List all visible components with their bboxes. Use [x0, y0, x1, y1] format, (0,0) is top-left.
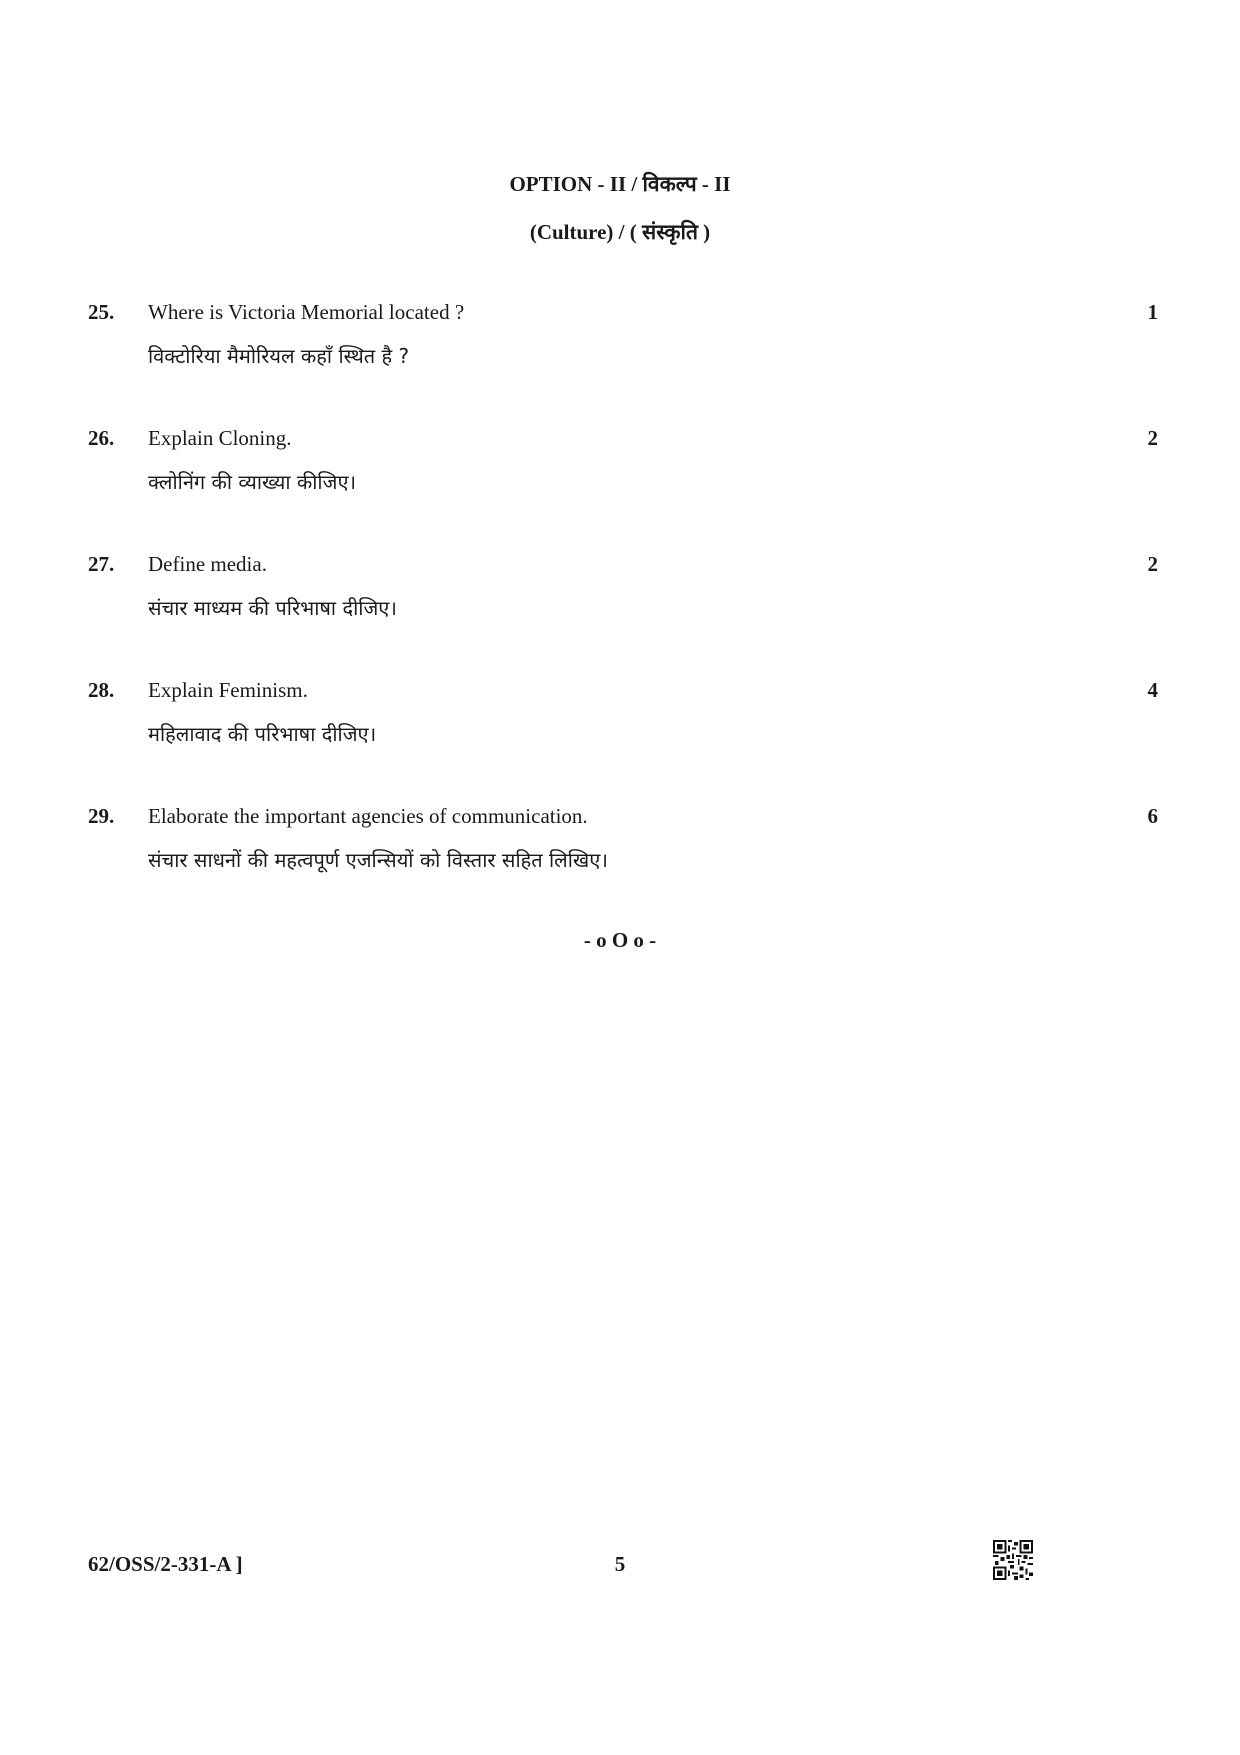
paper-code: 62/OSS/2-331-A ] [88, 1552, 243, 1576]
question-text-hindi: संचार साधनों की महत्वपूर्ण एजन्सियों को विस्तार सहित लिखिए। [148, 848, 608, 872]
question-marks: 1 [1147, 300, 1158, 324]
question-marks: 2 [1147, 426, 1158, 450]
question-number: 25. [88, 300, 115, 324]
question-text-hindi: विक्टोरिया मैमोरियल कहाँ स्थित है ? [148, 344, 410, 368]
page-number: 5 [614, 1552, 626, 1576]
section-subtitle: (Culture) / ( संस्कृति ) [529, 220, 711, 244]
question-number: 26. [88, 426, 115, 450]
question-text-english: Explain Feminism. [148, 678, 308, 702]
question-number: 27. [88, 552, 115, 576]
question-item [88, 426, 1158, 516]
question-text-hindi: महिलावाद की परिभाषा दीजिए। [148, 722, 377, 746]
question-text-english: Explain Cloning. [148, 426, 292, 450]
question-text-hindi: संचार माध्यम की परिभाषा दीजिए। [148, 596, 397, 620]
question-text-english: Define media. [148, 552, 267, 576]
question-number: 29. [88, 804, 115, 828]
question-item [88, 552, 1158, 642]
question-marks: 2 [1147, 552, 1158, 576]
qr-code-icon [993, 1540, 1033, 1580]
question-number: 28. [88, 678, 115, 702]
question-text-hindi: क्लोनिंग की व्याख्या कीजिए। [148, 470, 357, 494]
question-item [88, 804, 1158, 894]
question-item [88, 678, 1158, 768]
question-marks: 4 [1147, 678, 1158, 702]
question-marks: 6 [1147, 804, 1158, 828]
end-of-paper-mark: - o O o - [583, 928, 657, 952]
question-text-english: Where is Victoria Memorial located ? [148, 300, 465, 324]
question-item [88, 300, 1158, 390]
question-text-english: Elaborate the important agencies of communication. [148, 804, 588, 828]
section-title: OPTION - II / विकल्प - II [509, 172, 731, 196]
